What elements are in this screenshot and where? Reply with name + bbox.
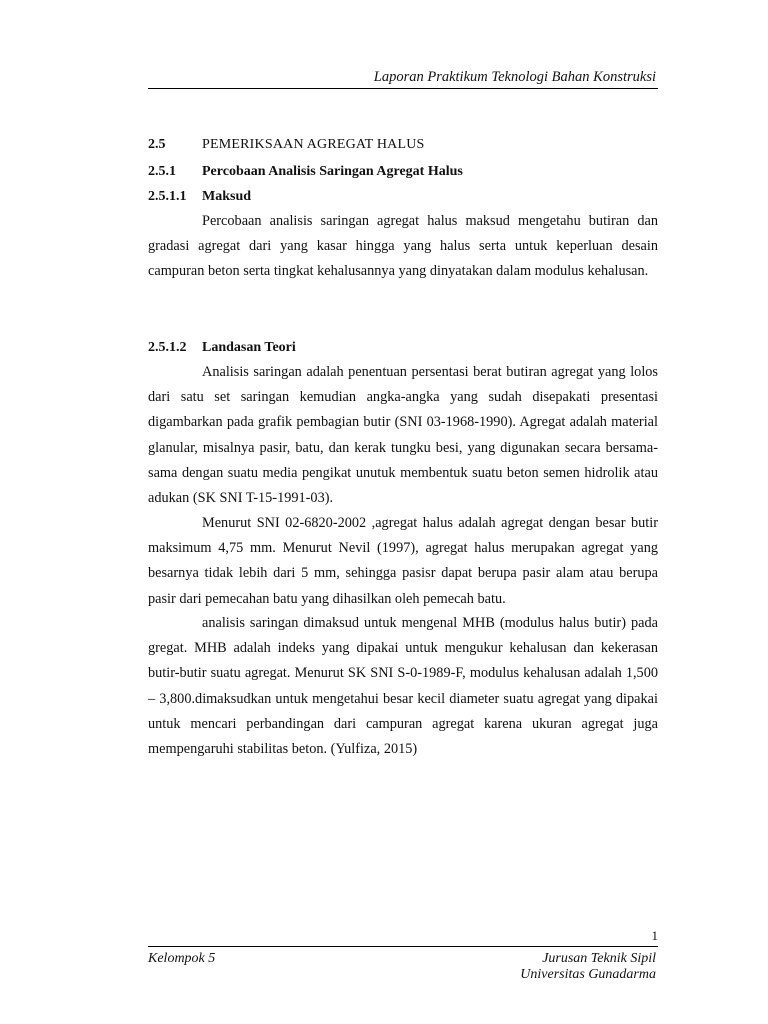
footer-institution — [520, 951, 656, 983]
section-title: Landasan Teori — [202, 340, 296, 355]
header-title: Laporan Praktikum Teknologi Bahan Konstruksi — [373, 69, 656, 85]
footer-university: Universitas Gunadarma — [520, 967, 656, 982]
page-number: 1 — [651, 928, 658, 943]
page-footer — [148, 946, 658, 987]
section-number: 2.5 — [148, 137, 166, 152]
section-number: 2.5.1 — [148, 164, 176, 179]
section-number: 2.5.1.2 — [148, 340, 187, 355]
paragraph-teori-2: Menurut SNI 02-6820-2002 ,agregat halus adalah agregat dengan besar butir maksimum 4,75 mm. Menurut Nevil (1997), agregat halus merupakan agregat yang besarnya tidak lebih dari 5 mm, sehingga pasisr dapat berupa pasir alam atau berupa pasir dari pemecahan batu yang dihasilkan oleh pemecah batu. — [148, 515, 658, 607]
section-title: PEMERIKSAAN AGREGAT HALUS — [202, 137, 425, 152]
section-number: 2.5.1.1 — [148, 189, 187, 204]
paragraph-teori-1: Analisis saringan adalah penentuan persentasi berat butiran agregat yang lolos dari satu set saringan kemudian angka-angka yang sudah disepakati presentasi digambarkan pada grafik pembagian butir (SNI 03-1968-1990). Agregat adalah material glanular, misalnya pasir, batu, dan kerak tungku besi, yang digunakan secara bersama-sama dengan suatu media pengikat unutuk membentuk suatu beton semen hidrolik atau adukan (SK SNI T-15-1991-03). — [148, 364, 658, 507]
paragraph-maksud: Percobaan analisis saringan agregat halus maksud mengetahu butiran dan gradasi agregat dari yang kasar hingga yang halus serta untuk keperluan desain campuran beton serta tingkat kehalusannya yang dinyatakan dalam modulus kehalusan. — [148, 213, 658, 280]
section-title: Maksud — [202, 189, 252, 204]
section-title: Percobaan Analisis Saringan Agregat Halus — [202, 164, 463, 179]
footer-group: Kelompok 5 — [148, 951, 216, 966]
footer-department: Jurusan Teknik Sipil — [542, 951, 656, 966]
paragraph-teori-3: analisis saringan dimaksud untuk mengenal MHB (modulus halus butir) pada gregat. MHB adalah indeks yang dipakai untuk mengukur kehalusan dan kekerasan butir-butir suatu agregat. Menurut SK SNI S-0-1989-F, modulus kehalusan adalah 1,500 – 3,800.dimaksudkan untuk mengetahui besar kecil diameter suatu agregat yang dipakai untuk mencari perbandingan dari campuran agregat karena ukuran agregat juga mempengaruhi stabilitas beton. (Yulfiza, 2015) — [148, 615, 658, 758]
page-header — [148, 66, 658, 89]
